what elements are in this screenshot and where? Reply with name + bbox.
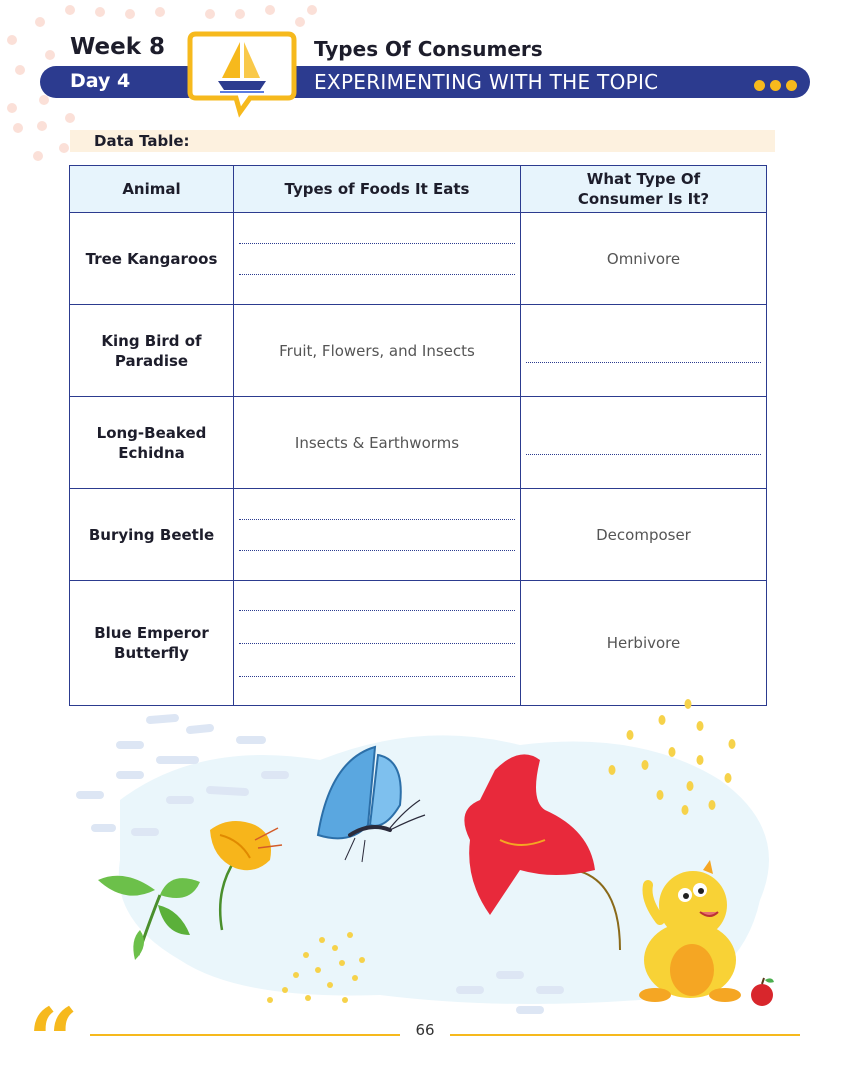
foods-answer-lines[interactable] xyxy=(234,489,521,581)
sailboat-icon xyxy=(186,26,298,118)
animal-cell: Long-Beaked Echidna xyxy=(70,397,234,489)
week-label: Week 8 xyxy=(70,34,166,60)
table-header-row xyxy=(70,166,767,213)
column-header-consumer-type: What Type Of Consumer Is It? xyxy=(521,166,767,213)
answer-line[interactable] xyxy=(239,643,515,644)
answer-line[interactable] xyxy=(526,362,761,363)
apple-icon xyxy=(751,978,774,1006)
answer-line[interactable] xyxy=(526,454,761,455)
consumer-answer-lines[interactable] xyxy=(521,397,767,489)
table-row xyxy=(70,305,767,397)
data-table-label: Data Table: xyxy=(94,132,190,150)
animal-cell: Blue Emperor Butterfly xyxy=(70,581,234,706)
column-header-foods: Types of Foods It Eats xyxy=(234,166,521,213)
consumer-answer-lines[interactable] xyxy=(521,305,767,397)
table-row xyxy=(70,213,767,305)
page-subtitle: EXPERIMENTING WITH THE TOPIC xyxy=(314,70,659,94)
animal-cell: King Bird of Paradise xyxy=(70,305,234,397)
table-row xyxy=(70,581,767,706)
foods-cell: Fruit, Flowers, and Insects xyxy=(234,305,521,397)
answer-line[interactable] xyxy=(239,676,515,677)
answer-line[interactable] xyxy=(239,610,515,611)
answer-line[interactable] xyxy=(239,550,515,551)
consumer-cell: Herbivore xyxy=(521,581,767,706)
data-table xyxy=(69,165,767,706)
foods-answer-lines[interactable] xyxy=(234,581,521,706)
animal-cell: Tree Kangaroos xyxy=(70,213,234,305)
consumer-cell: Omnivore xyxy=(521,213,767,305)
footer-line-left xyxy=(90,1034,400,1036)
page-title: Types Of Consumers xyxy=(314,37,543,61)
quote-icon: “ xyxy=(28,988,79,1092)
consumer-cell: Decomposer xyxy=(521,489,767,581)
table-row xyxy=(70,397,767,489)
foods-cell: Insects & Earthworms xyxy=(234,397,521,489)
animal-cell: Burying Beetle xyxy=(70,489,234,581)
footer-line-right xyxy=(450,1034,800,1036)
page-number: 66 xyxy=(415,1021,435,1039)
day-label: Day 4 xyxy=(70,70,131,92)
table-row xyxy=(70,489,767,581)
answer-line[interactable] xyxy=(239,274,515,275)
column-header-animal: Animal xyxy=(70,166,234,213)
answer-line[interactable] xyxy=(239,243,515,244)
foods-answer-lines[interactable] xyxy=(234,213,521,305)
banner-dots xyxy=(754,76,802,95)
answer-line[interactable] xyxy=(239,519,515,520)
nature-illustration xyxy=(0,690,850,1020)
